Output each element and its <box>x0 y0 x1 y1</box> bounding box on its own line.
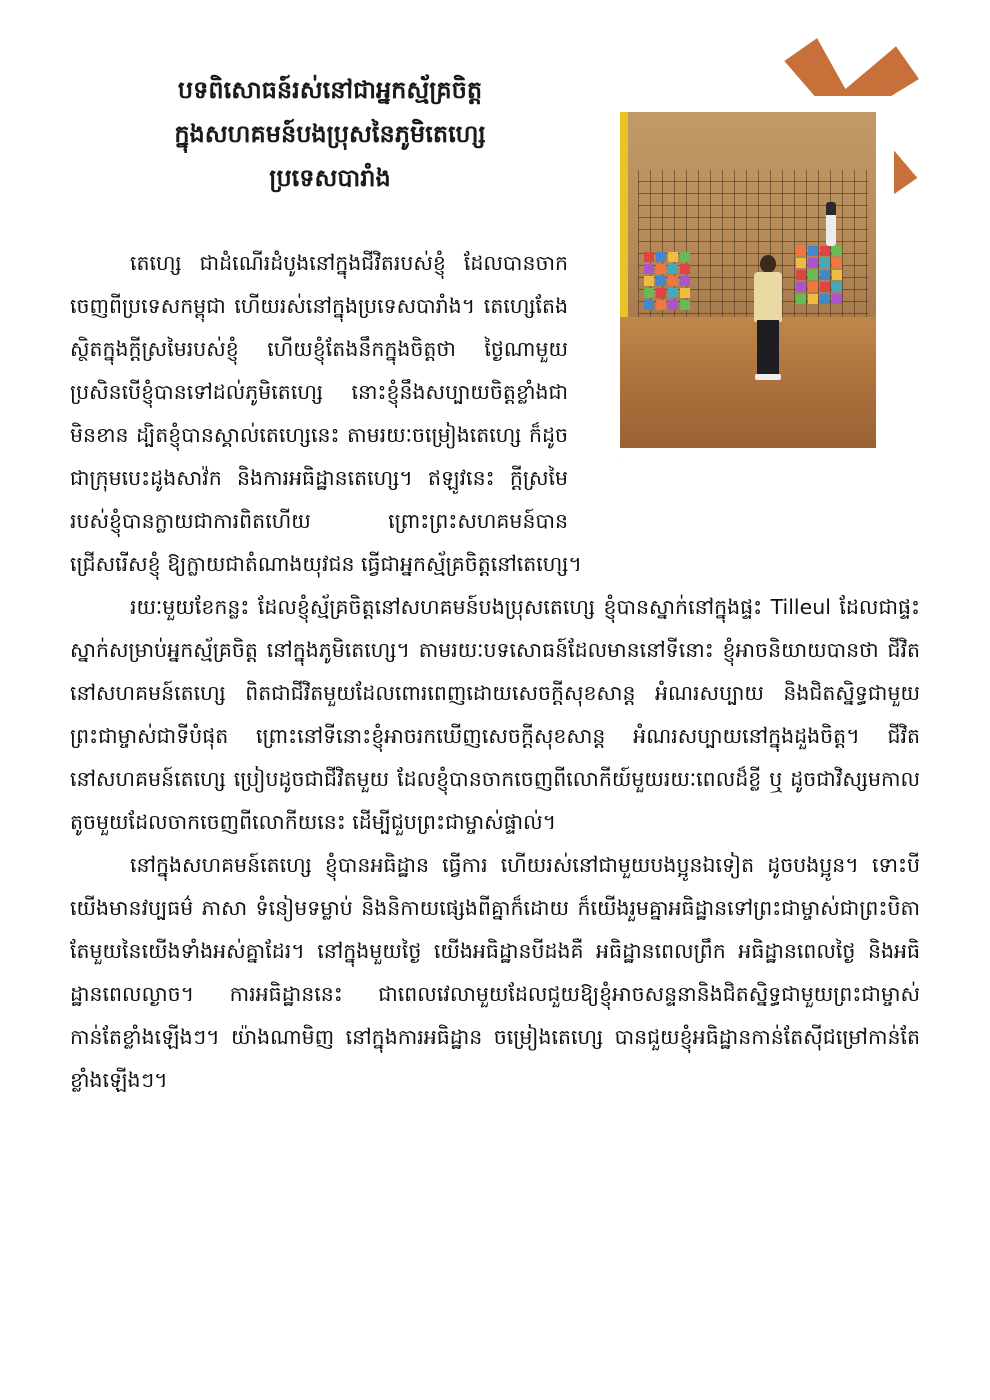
article-body <box>70 242 920 1102</box>
photo-text-wrap-gap <box>568 242 920 504</box>
person-background <box>826 202 836 246</box>
title-line-3: ប្រទេសបារាំង <box>269 164 391 192</box>
article-title <box>70 68 590 200</box>
title-line-1: បទពិសោធន៍រស់នៅជាអ្នកស្ម័គ្រចិត្ត <box>177 76 483 104</box>
paragraph-1: តេហ្សេ ជាដំណើរដំបូងនៅក្នុងជីវិតរបស់ខ្ញុំ ដែលបានចាកចេញពីប្រទេសកម្ពុជា ហើយរស់នៅក្នុងប្រទេសបារាំង។ តេហ្សេតែងស្ថិតក្នុងក្តីស្រមៃរបស់ខ្ញុំ ហើយខ្ញុំតែងនឹកក្នុងចិត្តថា ថ្ងៃណាមួយប្រសិនបើខ្ញុំបានទៅដល់ភូមិតេហ្សេ នោះខ្ញុំនឹងសប្បាយចិត្តខ្លាំងជាមិនខាន ដ្បិតខ្ញុំបានស្គាល់តេហ្សេនេះ តាមរយៈចម្រៀងតេហ្សេ ក៏ដូចជាក្រុមបេះដូងសាវ៉ក និងការអធិដ្ឋានតេហ្សេ។ ឥឡូវនេះ ក្តីស្រមៃរបស់ខ្ញុំបានក្លាយជាការពិតហើយ ព្រោះព្រះសហគមន៍បានជ្រើសរើសខ្ញុំ ឱ្យក្លាយជាតំណាងយុវជន ធ្វើជាអ្នកស្ម័គ្រចិត្តនៅតេហ្សេ។ <box>70 251 582 576</box>
paragraph-3: នៅក្នុងសហគមន៍តេហ្សេ ខ្ញុំបានអធិដ្ឋាន ធ្វើការ ហើយរស់នៅជាមួយបងប្អូនឯទៀត ដូចបងប្អូន។ ទោះបីយើងមានវប្បធម៌ ភាសា ទំនៀមទម្លាប់ និងនិកាយផ្សេងពីគ្នាក៏ដោយ ក៏យើងរួមគ្នាអធិដ្ឋានទៅព្រះជាម្ចាស់ជាព្រះបិតាតែមួយនៃយើងទាំងអស់គ្នាដែរ។ នៅក្នុងមួយថ្ងៃ យើងអធិដ្ឋានបីដងគឺ អធិដ្ឋានពេលព្រឹក អធិដ្ឋានពេលថ្ងៃ និងអធិដ្ឋានពេលល្ងាច។ ការអធិដ្ឋាននេះ ជាពេលវេលាមួយដែលជួយឱ្យខ្ញុំអាចសន្ទនានិងជិតស្និទ្ធជាមួយព្រះជាម្ចាស់ កាន់តែខ្លាំងឡើងៗ។ យ៉ាងណាមិញ នៅក្នុងការអធិដ្ឋាន ចម្រៀងតេហ្សេ បានជួយខ្ញុំអធិដ្ឋានកាន់តែស៊ីជម្រៅកាន់តែខ្លាំងឡើងៗ។ <box>70 853 920 1092</box>
paragraph-2: រយៈមួយខែកន្លះ ដែលខ្ញុំស្ម័គ្រចិត្តនៅសហគមន៍បងប្រុសតេហ្សេ ខ្ញុំបានស្នាក់នៅក្នុងផ្ទះ Tilleul ដែលជាផ្ទះស្នាក់សម្រាប់អ្នកស្ម័គ្រចិត្ត នៅក្នុងភូមិតេហ្សេ។ តាមរយៈបទសោធន៍ដែលមាននៅទីនោះ ខ្ញុំអាចនិយាយបានថា ជីវិតនៅសហគមន៍តេហ្សេ ពិតជាជីវិតមួយដែលពោរពេញដោយសេចក្តីសុខសាន្ត អំណរសប្បាយ និងជិតស្និទ្ធជាមួយព្រះជាម្ចាស់ជាទីបំផុត ព្រោះនៅទីនោះខ្ញុំអាចរកឃើញសេចក្តីសុខសាន្ត អំណរសប្បាយនៅក្នុងដួងចិត្ត។ ជីវិតនៅសហគមន៍តេហ្សេ ប្រៀបដូចជាជីវិតមួយ ដែលខ្ញុំបានចាកចេញពីលោកីយ៍មួយរយៈពេលដ៏ខ្លី ឬ ដូចជាវិស្សមកាលតូចមួយដែលចាកចេញពីលោកីយនេះ ដើម្បីជួបព្រះជាម្ចាស់ផ្ទាល់។ <box>70 595 920 834</box>
title-line-2: ក្នុងសហគមន៍បងប្រុសនៃភូមិតេហ្សេ <box>174 120 486 148</box>
